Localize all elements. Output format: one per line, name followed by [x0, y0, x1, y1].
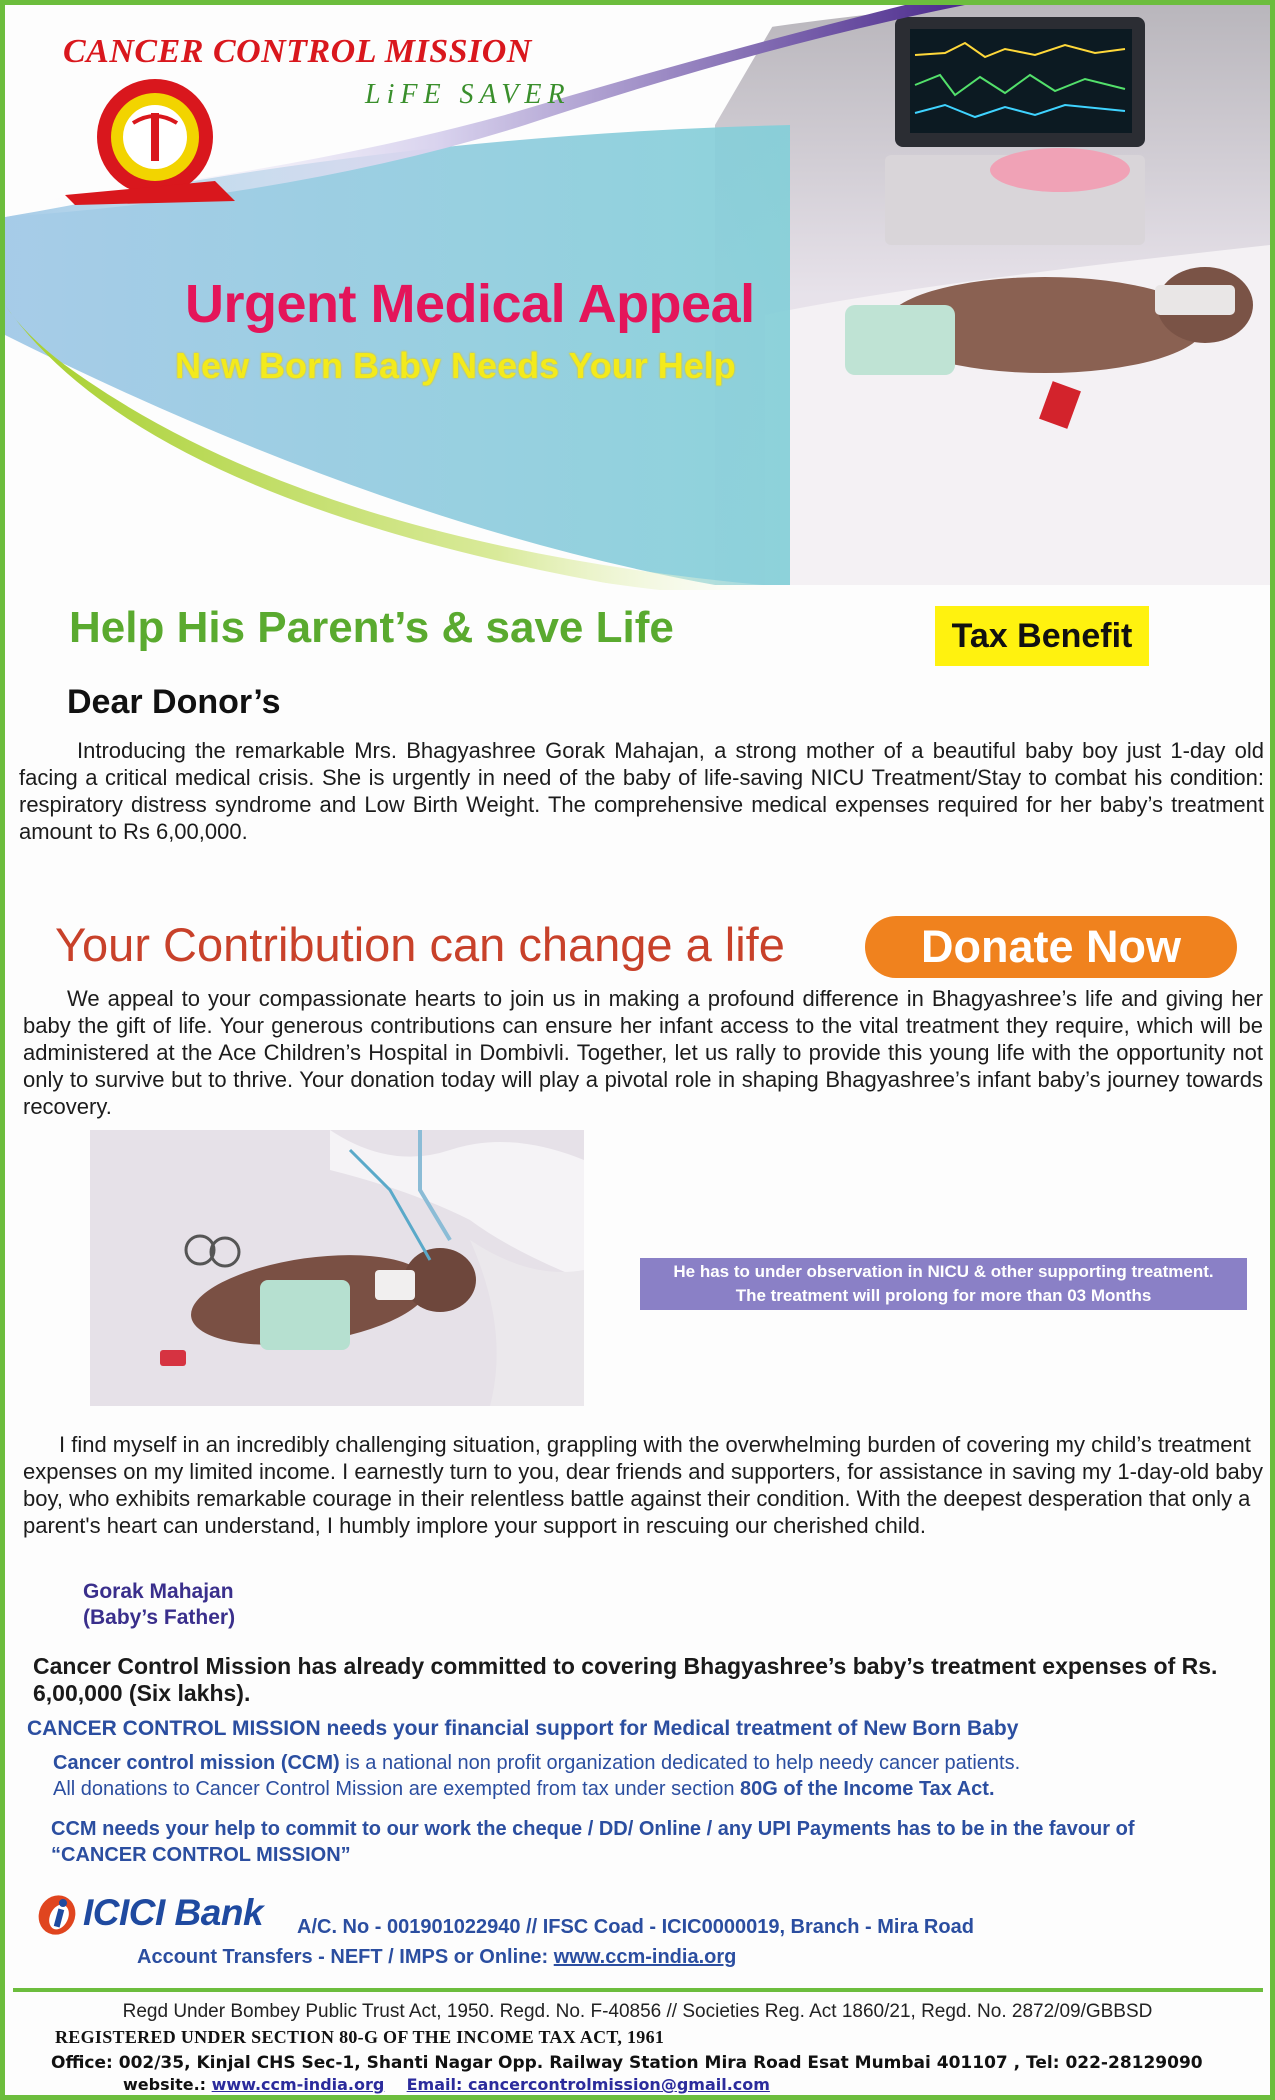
signature-role: (Baby’s Father): [83, 1606, 236, 1629]
commitment-statement: Cancer Control Mission has already committed to covering Bhagyashree’s baby’s treatment expenses of Rs. 6,00,000 (Six lakhs).: [33, 1653, 1218, 1706]
about-line-2: [53, 1776, 1020, 1802]
footer-registration: Regd Under Bombey Public Trust Act, 1950. Regd. No. F-40856 // Societies Reg. Act 1860/21, Regd. No. 2872/09/GBBSD: [122, 2001, 1153, 2022]
signature-name: Gorak Mahajan: [83, 1580, 234, 1603]
about-ccm: [53, 1750, 1020, 1802]
payment-note: CCM needs your help to commit to our work the cheque / DD/ Online / any UPI Payments has to be in the favour of “CANCER CONTROL MISSION”: [51, 1818, 1135, 1866]
about-line-1: [53, 1750, 1020, 1776]
footer-website-link[interactable]: www.ccm-india.org: [211, 2075, 385, 2094]
footer-tax-registration: REGISTERED UNDER SECTION 80-G OF THE INCOME TAX ACT, 1961: [55, 2027, 665, 2047]
icici-icon: [35, 1889, 79, 1937]
footer-email-link[interactable]: cancercontrolmission@gmail.com: [467, 2075, 770, 2094]
org-title: CANCER CONTROL MISSION: [63, 33, 532, 70]
help-heading: Help His Parent’s & save Life: [69, 603, 674, 652]
appeal-paragraph: We appeal to your compassionate hearts to join us in making a profound difference in Bhagyashree’s life and giving her baby the gift of life. Your generous contributions can ensure her infant access to the vital treatment they require, which will be administered at the Ace Children’s Hospital in Dombivli. Together, let us rally to provide this young life with the opportunity not only to survive but to thrive. Your donation today will play a pivotal role in shaping Bhagyashree’s infant baby’s journey towards recovery.: [23, 986, 1263, 1119]
footer-divider: [13, 1988, 1263, 1992]
tax-line-prefix: All donations to Cancer Control Mission are exempted from tax under section: [53, 1778, 741, 1800]
footer-contact: [123, 2075, 770, 2094]
appeal-title: Urgent Medical Appeal: [185, 274, 755, 334]
tax-benefit-badge: Tax Benefit: [935, 606, 1149, 666]
intro-paragraph: Introducing the remarkable Mrs. Bhagyashree Gorak Mahajan, a strong mother of a beautiful baby boy just 1-day old facing a critical medical crisis. She is urgently in need of the baby of life-saving NICU Treatment/Stay to combat his condition: respiratory distress syndrome and Low Birth Weight. The comprehensive medical expenses required for her baby’s treatment amount to Rs 6,00,000.: [19, 738, 1264, 844]
donate-now-button[interactable]: Donate Now: [865, 916, 1237, 978]
treatment-notice: [640, 1258, 1247, 1310]
greeting: Dear Donor’s: [67, 683, 281, 721]
website-label: website.:: [123, 2075, 212, 2094]
org-description: is a national non profit organization dedicated to help needy cancer patients.: [339, 1752, 1021, 1774]
footer-office: Office: 002/35, Kinjal CHS Sec-1, Shanti Nagar Opp. Railway Station Mira Road Esat Mumbai 401107 , Tel: 022-28129090: [51, 2053, 1203, 2073]
transfer-prefix: Account Transfers - NEFT / IMPS or Online:: [137, 1946, 554, 1968]
notice-line-2: The treatment will prolong for more than 03 Months: [735, 1286, 1152, 1305]
bank-account-details: A/C. No - 001901022940 // IFSC Coad - ICIC0000019, Branch - Mira Road: [297, 1916, 974, 1938]
email-label: Email:: [406, 2075, 468, 2094]
appeal-subtitle: New Born Baby Needs Your Help: [175, 345, 736, 386]
contribution-heading: Your Contribution can change a life: [55, 918, 785, 971]
bank-name: ICICI Bank: [83, 1892, 264, 1933]
baby-photo: [90, 1130, 584, 1406]
bank-website-link[interactable]: www.ccm-india.org: [553, 1946, 737, 1968]
bank-transfer-line: [137, 1946, 736, 1969]
support-heading: CANCER CONTROL MISSION needs your financial support for Medical treatment of New Born Baby: [27, 1717, 1019, 1740]
parent-paragraph: I find myself in an incredibly challenging situation, grappling with the overwhelming burden of covering my child’s treatment expenses on my limited income. I earnestly turn to you, dear friends and supporters, for assistance in saving my 1-day-old baby boy, who exhibits remarkable courage in their relentless battle against their condition. With the deepest desperation that only a parent's heart can understand, I humbly implore your support in rescuing our cherished child.: [23, 1432, 1263, 1538]
tagline: LiFE SAVER: [365, 79, 571, 110]
icici-bank-logo: [35, 1889, 263, 1937]
notice-line-1: He has to under observation in NICU & other supporting treatment.: [673, 1262, 1214, 1281]
tax-line-bold: 80G of the Income Tax Act.: [740, 1778, 995, 1800]
org-name: Cancer control mission (CCM): [53, 1752, 340, 1774]
